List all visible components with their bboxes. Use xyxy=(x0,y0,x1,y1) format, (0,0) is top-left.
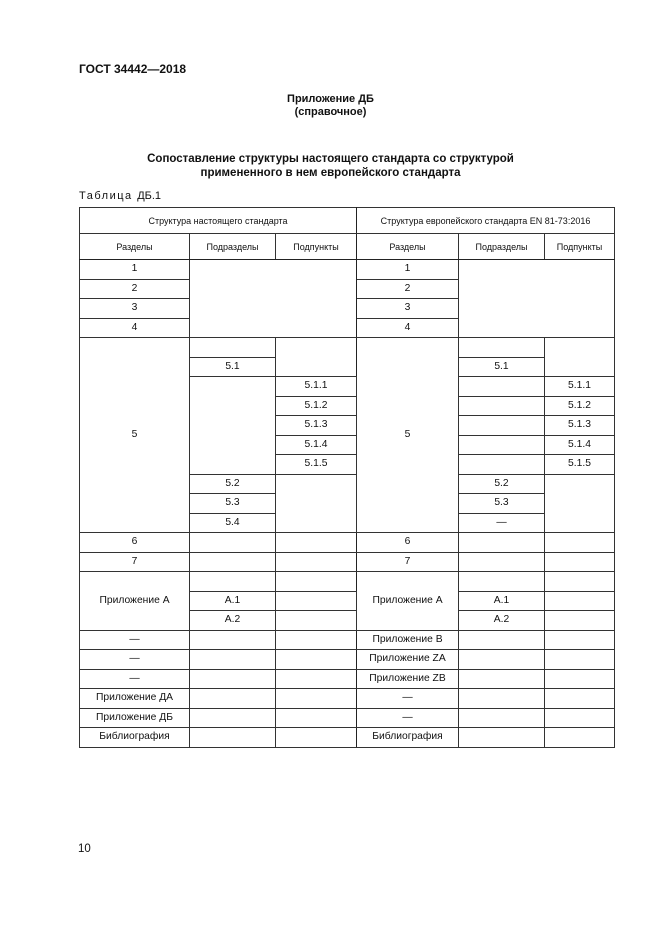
page-number: 10 xyxy=(78,843,91,855)
cell: Приложение B xyxy=(357,630,459,650)
cell-empty xyxy=(276,533,357,553)
cell-empty xyxy=(190,728,276,748)
cell: A.1 xyxy=(190,591,276,611)
cell: 7 xyxy=(357,552,459,572)
cell: Приложение ДБ xyxy=(80,708,190,728)
cell: 5.1 xyxy=(190,357,276,377)
cell: 6 xyxy=(80,533,190,553)
cell-empty xyxy=(459,338,545,358)
cell: — xyxy=(80,669,190,689)
document-id: ГОСТ 34442—2018 xyxy=(79,62,187,76)
header-european-standard: Структура европейского стандарта EN 81-73:2016 xyxy=(357,208,615,234)
cell-empty xyxy=(459,416,545,436)
cell-empty xyxy=(545,728,615,748)
cell-empty xyxy=(459,650,545,670)
cell-empty xyxy=(459,377,545,397)
cell: A.1 xyxy=(459,591,545,611)
cell-empty xyxy=(459,728,545,748)
cell: — xyxy=(357,689,459,709)
cell-empty xyxy=(459,572,545,592)
cell: 5.1.4 xyxy=(545,435,615,455)
cell: 5.4 xyxy=(190,513,276,533)
cell-empty xyxy=(459,435,545,455)
cell-empty xyxy=(545,630,615,650)
cell-empty xyxy=(190,630,276,650)
cell-empty xyxy=(545,572,615,592)
cell: 1 xyxy=(357,260,459,280)
cell: 5.1.5 xyxy=(545,455,615,475)
table-caption-word: Таблица xyxy=(79,190,133,202)
cell: 2 xyxy=(80,279,190,299)
cell: — xyxy=(80,630,190,650)
section-title-line-2: примененного в нем европейского стандарта xyxy=(200,167,461,179)
cell: — xyxy=(357,708,459,728)
cell: 5.3 xyxy=(190,494,276,514)
cell: 2 xyxy=(357,279,459,299)
cell-empty xyxy=(545,338,615,377)
cell: 7 xyxy=(80,552,190,572)
cell: 5.1.3 xyxy=(276,416,357,436)
cell-empty xyxy=(276,708,357,728)
col-items-right: Подпункты xyxy=(545,234,615,260)
cell: Приложение ДА xyxy=(80,689,190,709)
col-sections-right: Разделы xyxy=(357,234,459,260)
table-caption-number: ДБ.1 xyxy=(137,190,162,202)
cell-empty xyxy=(276,650,357,670)
cell: 5 xyxy=(357,338,459,533)
cell: — xyxy=(459,513,545,533)
cell: Приложение A xyxy=(80,572,190,631)
cell-empty xyxy=(276,591,357,611)
cell-empty xyxy=(459,396,545,416)
cell: 5.1.1 xyxy=(276,377,357,397)
cell-empty xyxy=(545,552,615,572)
header-current-standard: Структура настоящего стандарта xyxy=(80,208,357,234)
table-row xyxy=(80,669,615,689)
table-row xyxy=(80,728,615,748)
table-row xyxy=(80,552,615,572)
cell-empty xyxy=(545,533,615,553)
cell: Приложение ZB xyxy=(357,669,459,689)
cell-empty xyxy=(190,260,357,338)
table-row xyxy=(80,630,615,650)
cell-empty xyxy=(459,708,545,728)
cell-empty xyxy=(190,338,276,358)
cell: Приложение ZA xyxy=(357,650,459,670)
cell: 5.2 xyxy=(190,474,276,494)
section-heading xyxy=(0,152,661,180)
cell-empty xyxy=(276,474,357,533)
cell-empty xyxy=(459,689,545,709)
cell-empty xyxy=(276,728,357,748)
cell: 3 xyxy=(80,299,190,319)
table-row xyxy=(80,572,615,592)
cell: 1 xyxy=(80,260,190,280)
cell: — xyxy=(80,650,190,670)
cell: A.2 xyxy=(190,611,276,631)
cell-empty xyxy=(276,572,357,592)
table-row xyxy=(80,260,615,280)
cell-empty xyxy=(276,669,357,689)
table-caption xyxy=(79,190,161,202)
col-sections-left: Разделы xyxy=(80,234,190,260)
cell-empty xyxy=(459,455,545,475)
cell: 5 xyxy=(80,338,190,533)
cell-empty xyxy=(459,552,545,572)
cell-empty xyxy=(459,669,545,689)
cell: 5.1.3 xyxy=(545,416,615,436)
cell: A.2 xyxy=(459,611,545,631)
cell-empty xyxy=(190,689,276,709)
comparison-table xyxy=(79,207,615,748)
table-header-row xyxy=(80,208,615,234)
table-row xyxy=(80,708,615,728)
appendix-subtitle: (справочное) xyxy=(294,106,367,118)
cell-empty xyxy=(276,611,357,631)
cell-empty xyxy=(190,650,276,670)
col-subsections-right: Подразделы xyxy=(459,234,545,260)
cell-empty xyxy=(276,630,357,650)
cell: Библиография xyxy=(357,728,459,748)
cell: 4 xyxy=(357,318,459,338)
table-row xyxy=(80,338,615,358)
cell-empty xyxy=(190,669,276,689)
cell: 6 xyxy=(357,533,459,553)
cell-empty xyxy=(545,611,615,631)
cell: 5.2 xyxy=(459,474,545,494)
cell: 5.1.4 xyxy=(276,435,357,455)
appendix-title: Приложение ДБ xyxy=(287,93,374,105)
cell-empty xyxy=(545,591,615,611)
cell-empty xyxy=(190,552,276,572)
cell-empty xyxy=(276,552,357,572)
table-subheader-row xyxy=(80,234,615,260)
cell-empty xyxy=(190,572,276,592)
section-title-line-1: Сопоставление структуры настоящего стандарта со структурой xyxy=(147,153,514,165)
cell: Библиография xyxy=(80,728,190,748)
table-row xyxy=(80,650,615,670)
cell-empty xyxy=(190,377,276,475)
cell-empty xyxy=(459,260,615,338)
cell-empty xyxy=(276,338,357,377)
cell: 5.1 xyxy=(459,357,545,377)
cell: 5.1.2 xyxy=(545,396,615,416)
cell-empty xyxy=(545,669,615,689)
table-row xyxy=(80,533,615,553)
cell: Приложение A xyxy=(357,572,459,631)
cell: 5.1.1 xyxy=(545,377,615,397)
cell: 4 xyxy=(80,318,190,338)
cell-empty xyxy=(545,689,615,709)
cell: 5.3 xyxy=(459,494,545,514)
cell-empty xyxy=(276,689,357,709)
cell: 5.1.5 xyxy=(276,455,357,475)
cell-empty xyxy=(190,533,276,553)
cell-empty xyxy=(545,474,615,533)
cell: 3 xyxy=(357,299,459,319)
cell-empty xyxy=(545,708,615,728)
col-items-left: Подпункты xyxy=(276,234,357,260)
table-row xyxy=(80,689,615,709)
cell-empty xyxy=(459,533,545,553)
cell-empty xyxy=(190,708,276,728)
cell-empty xyxy=(545,650,615,670)
cell: 5.1.2 xyxy=(276,396,357,416)
col-subsections-left: Подразделы xyxy=(190,234,276,260)
appendix-heading xyxy=(0,93,661,119)
cell-empty xyxy=(459,630,545,650)
